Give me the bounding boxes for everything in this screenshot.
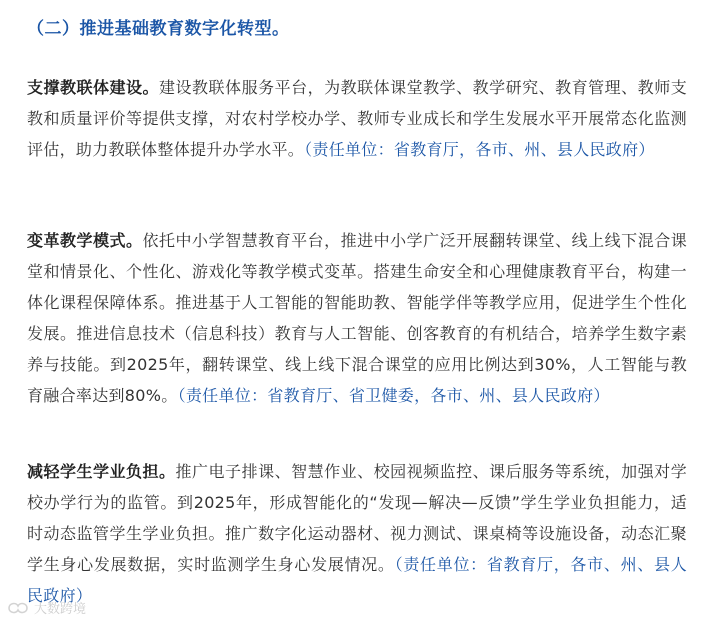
paragraph-lead: 减轻学生学业负担。 (27, 462, 176, 481)
watermark-logo-icon (6, 600, 30, 616)
watermark-text: 大数跨境 (34, 602, 87, 617)
paragraph-lead: 支撑教联体建设。 (27, 78, 160, 97)
paragraph-reduce-burden (27, 456, 687, 611)
paragraph-body: 依托中小学智慧教育平台，推进中小学广泛开展翻转课堂、线上线下混合课堂和情景化、个性化、游戏化等教学模式变革。搭建生命安全和心理健康教育平台，构建一体化课程保障体系。推进基于人工智能的智能助教、智能学伴等教学应用，促进学生个性化发展。推进信息技术（信息科技）教育与人工智能、创客教育的有机结合，培养学生数字素养与技能。到2025年，翻转课堂、线上线下混合课堂的应用比例达到30%，人工智能与教育融合率达到80%。 (27, 231, 687, 405)
watermark (6, 598, 86, 617)
responsible-units: （责任单位：省教育厅、省卫健委，各市、州、县人民政府） (177, 386, 610, 405)
paragraph-teaching-alliance (27, 72, 687, 165)
section-heading: （二）推进基础教育数字化转型。 (27, 19, 290, 39)
paragraph-teaching-mode (27, 225, 687, 411)
responsible-units: （责任单位：省教育厅，各市、州、县人民政府） (27, 555, 687, 605)
paragraph-lead: 变革教学模式。 (27, 231, 143, 250)
paragraph-body: 建设教联体服务平台，为教联体课堂教学、教学研究、教育管理、教师支教和质量评价等提供支撑，对农村学校办学、教师专业成长和学生发展水平开展常态化监测评估，助力教联体整体提升办学水平。 (27, 78, 687, 159)
paragraph-body: 推广电子排课、智慧作业、校园视频监控、课后服务等系统，加强对学校办学行为的监管。到2025年，形成智能化的“发现—解决—反馈”学生学业负担能力，适时动态监管学生学业负担。推广数字化运动器材、视力测试、课桌椅等设施设备，动态汇聚学生身心发展数据，实时监测学生身心发展情况。 (27, 462, 687, 574)
responsible-units: （责任单位：省教育厅，各市、州、县人民政府） (304, 140, 655, 159)
